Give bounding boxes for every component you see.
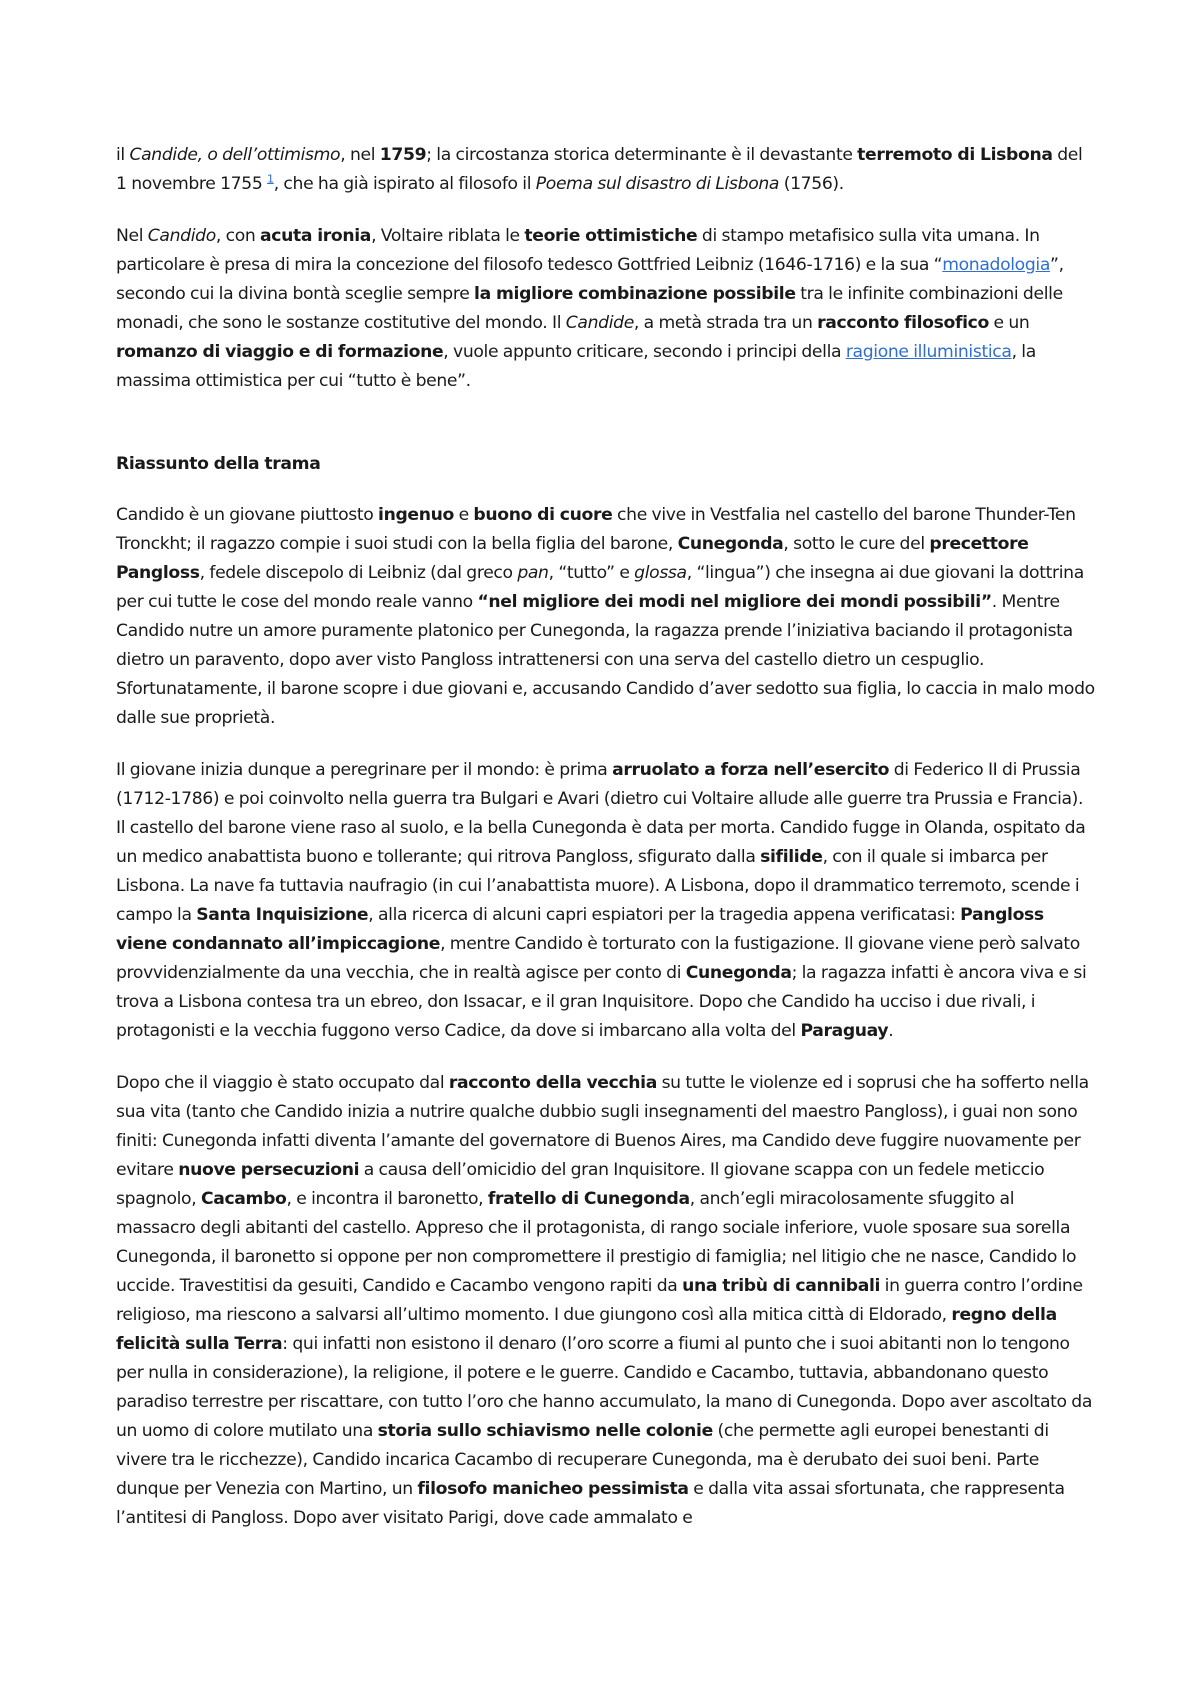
intro-paragraph bbox=[116, 141, 1096, 199]
text: , con bbox=[215, 226, 261, 246]
monadologia-link[interactable]: monadologia bbox=[942, 255, 1051, 275]
plot-paragraph-3 bbox=[116, 1069, 1096, 1533]
bold-phrase: buono di cuore bbox=[473, 505, 613, 525]
bold-phrase: la migliore combinazione possibile bbox=[474, 284, 796, 304]
text: , a metà strada tra un bbox=[633, 313, 818, 333]
text: , con il quale si imbarca per Lisbona. La nave fa tuttavia naufragio (in cui l’anabattista muore). A Lisbona, dopo il drammatico terremoto, scende i campo la bbox=[116, 847, 1080, 925]
bold-phrase: terremoto di Lisbona bbox=[857, 145, 1053, 165]
bold-phrase: teorie ottimistiche bbox=[524, 226, 698, 246]
text: , la massima ottimistica per cui “tutto è bene”. bbox=[116, 342, 1036, 391]
book-title: Candide, o dell’ottimismo bbox=[129, 145, 341, 165]
text: , e incontra il baronetto, bbox=[286, 1189, 488, 1209]
book-title: Candide bbox=[565, 313, 634, 333]
text: tra le infinite combinazioni delle monadi, che sono le sostanze costitutive del mondo. Il bbox=[116, 284, 1063, 333]
ragione-illuministica-link[interactable]: ragione illuministica bbox=[845, 342, 1012, 362]
text: in guerra contro l’ordine religioso, ma riescono a salvarsi all’ultimo momento. I due giungono così alla mitica città di Eldorado, bbox=[116, 1276, 1083, 1325]
text: , sotto le cure del bbox=[783, 534, 930, 554]
year: 1759 bbox=[379, 145, 427, 165]
bold-phrase: acuta ironia bbox=[260, 226, 372, 246]
text: , alla ricerca di alcuni capri espiatori per la tragedia appena verificatasi: bbox=[368, 905, 961, 925]
bold-phrase: romanzo di viaggio e di formazione bbox=[116, 342, 444, 362]
bold-phrase: storia sullo schiavismo nelle colonie bbox=[377, 1421, 713, 1441]
section-heading: Riassunto della trama bbox=[116, 454, 321, 474]
bold-phrase: Cacambo bbox=[200, 1189, 287, 1209]
bold-phrase: precettore Pangloss bbox=[116, 534, 1029, 583]
bold-phrase: Paraguay bbox=[800, 1021, 889, 1041]
text: e dalla vita assai sfortunata, che rappresenta l’antitesi di Pangloss. Dopo aver visitato Parigi, dove cade ammalato e bbox=[116, 1479, 1065, 1528]
footnote-link[interactable]: 1 bbox=[267, 172, 274, 186]
book-title: Candido bbox=[147, 226, 216, 246]
text: , Voltaire riblata le bbox=[371, 226, 525, 246]
bold-phrase: sifilide bbox=[760, 847, 823, 867]
candido-paragraph bbox=[116, 222, 1096, 396]
bold-phrase: racconto della vecchia bbox=[448, 1073, 657, 1093]
text: di stampo metafisico sulla vita umana. In particolare è presa di mira la concezione del filosofo tedesco Gottfried Leibniz (1646-1716) e la sua “ bbox=[116, 226, 1040, 275]
text: , fedele discepolo di Leibniz (dal greco bbox=[199, 563, 518, 583]
text: che vive in Vestfalia nel castello del barone Thunder-Ten Tronckht; il ragazzo compie i suoi studi con la bella figlia del barone, bbox=[116, 505, 1076, 554]
text: , nel bbox=[340, 145, 380, 165]
bold-phrase: Santa Inquisizione bbox=[196, 905, 369, 925]
greek-word: pan bbox=[517, 563, 549, 583]
document-body bbox=[116, 141, 1096, 1533]
bold-phrase: fratello di Cunegonda bbox=[487, 1189, 690, 1209]
text: Dopo che il viaggio è stato occupato dal bbox=[116, 1073, 449, 1093]
text: ”, secondo cui la divina bontà sceglie sempre bbox=[116, 255, 1064, 304]
bold-quote: “nel migliore dei modi nel migliore dei mondi possibili” bbox=[477, 592, 992, 612]
text: del 1 novembre 1755 bbox=[116, 145, 1083, 194]
bold-phrase: racconto filosofico bbox=[817, 313, 989, 333]
bold-phrase: filosofo manicheo pessimista bbox=[417, 1479, 689, 1499]
text: . Mentre Candido nutre un amore puramente platonico per Cunegonda, la ragazza prende l’iniziativa baciando il protagonista dietro un paravento, dopo aver visto Pangloss intrattenersi con una serva del castello dietro un cespuglio. Sfortunatamente, il barone scopre i due giovani e, accusando Candido d’aver sedotto sua figlia, lo caccia in malo modo dalle sue proprietà. bbox=[116, 592, 1095, 728]
text: , anch’egli miracolosamente sfuggito al massacro degli abitanti del castello. Appreso che il protagonista, di rango sociale inferiore, vuole sposare sua sorella Cunegonda, il baronetto si oppone per non compromettere il prestigio di famiglia; nel litigio che ne nasce, Candido lo uccide. Travestitisi da gesuiti, Candido e Cacambo vengono rapiti da bbox=[116, 1189, 1077, 1296]
text: a causa dell’omicidio del gran Inquisitore. Il giovane scappa con un fedele meticcio spagnolo, bbox=[116, 1160, 1045, 1209]
text: , mentre Candido è torturato con la fustigazione. Il giovane viene però salvato provvidenzialmente da una vecchia, che in realtà agisce per conto di bbox=[116, 934, 1080, 983]
text: su tutte le violenze ed i soprusi che ha sofferto nella sua vita (tanto che Candido inizia a nutrire qualche dubbio sugli insegnamenti del maestro Pangloss), i guai non sono finiti: Cunegonda infatti diventa l’amante del governatore di Buenos Aires, ma Candido deve fuggire nuovamente per evitare bbox=[116, 1073, 1089, 1180]
bold-phrase: Cunegonda bbox=[685, 963, 792, 983]
text: , “tutto” e bbox=[548, 563, 635, 583]
bold-phrase: Cunegonda bbox=[677, 534, 784, 554]
text: . bbox=[888, 1021, 894, 1041]
text: il bbox=[116, 145, 130, 165]
text: , che ha già ispirato al filosofo il bbox=[273, 174, 536, 194]
bold-phrase: ingenuo bbox=[378, 505, 454, 525]
plot-paragraph-2 bbox=[116, 756, 1096, 1046]
text: (che permette agli europei benestanti di vivere tra le ricchezze), Candido incarica Cacambo di recuperare Cunegonda, ma è derubato dei suoi beni. Parte dunque per Venezia con Martino, un bbox=[116, 1421, 1049, 1499]
plot-paragraph-1 bbox=[116, 501, 1096, 733]
bold-phrase: arruolato a forza nell’esercito bbox=[612, 760, 890, 780]
greek-word: glossa bbox=[634, 563, 687, 583]
text: , vuole appunto criticare, secondo i principi della bbox=[443, 342, 846, 362]
text: : qui infatti non esistono il denaro (l’oro scorre a fiumi al punto che i suoi abitanti non lo tengono per nulla in considerazione), la religione, il potere e le guerre. Candido e Cacambo, tuttavia, abbandonano questo paradiso terrestre per riscattare, con tutto l’oro che hanno accumulato, la mano di Cunegonda. Dopo aver ascoltato da un uomo di colore mutilato una bbox=[116, 1334, 1093, 1441]
bold-phrase: regno della felicità sulla Terra bbox=[116, 1305, 1057, 1354]
text: Candido è un giovane piuttosto bbox=[116, 505, 379, 525]
text: e bbox=[453, 505, 474, 525]
bold-phrase: Pangloss viene condannato all’impiccagione bbox=[116, 905, 1044, 954]
text: e un bbox=[988, 313, 1030, 333]
bold-phrase: una tribù di cannibali bbox=[682, 1276, 881, 1296]
text: (1756). bbox=[779, 174, 844, 194]
bold-phrase: nuove persecuzioni bbox=[178, 1160, 360, 1180]
text: di Federico II di Prussia (1712-1786) e poi coinvolto nella guerra tra Bulgari e Avari (dietro cui Voltaire allude alle guerre tra Prussia e Francia). Il castello del barone viene raso al suolo, e la bella Cunegonda è data per morta. Candido fugge in Olanda, ospitato da un medico anabattista buono e tollerante; qui ritrova Pangloss, sfigurato dalla bbox=[116, 760, 1086, 867]
text: , “lingua”) che insegna ai due giovani la dottrina per cui tutte le cose del mondo reale vanno bbox=[116, 563, 1084, 612]
text: Nel bbox=[116, 226, 148, 246]
poem-title: Poema sul disastro di Lisbona bbox=[535, 174, 780, 194]
text: Il giovane inizia dunque a peregrinare per il mondo: è prima bbox=[116, 760, 613, 780]
text: ; la ragazza infatti è ancora viva e si trova a Lisbona contesa tra un ebreo, don Issacar, e il gran Inquisitore. Dopo che Candido ha ucciso i due rivali, i protagonisti e la vecchia fuggono verso Cadice, da dove si imbarcano alla volta del bbox=[116, 963, 1087, 1041]
text: ; la circostanza storica determinante è il devastante bbox=[426, 145, 858, 165]
